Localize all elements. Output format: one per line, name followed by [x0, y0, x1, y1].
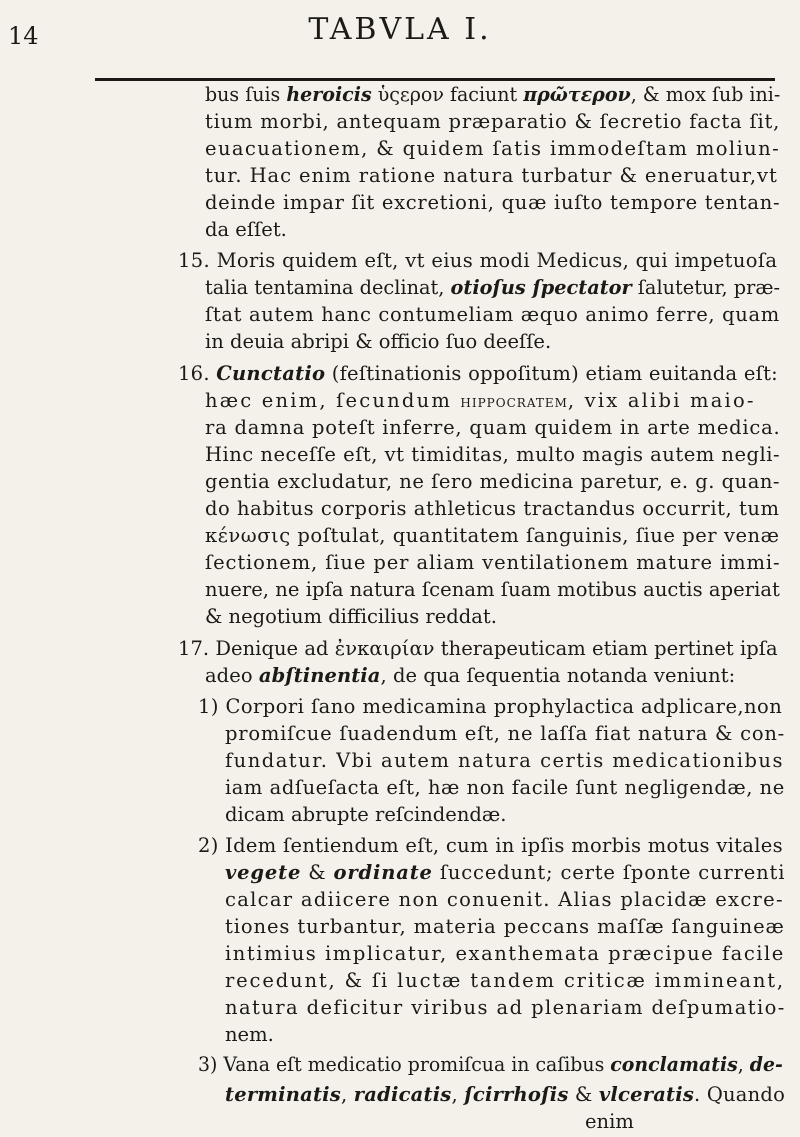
italic-segment: abſtinentia [258, 664, 381, 687]
text-segment: . Quando [694, 1083, 786, 1106]
text-segment: ſectionem, ſiue per aliam ventilationem mature immi- [205, 551, 781, 574]
text-line [178, 634, 778, 664]
text-line [205, 215, 287, 245]
text-line [225, 746, 784, 776]
text-line [205, 188, 780, 218]
italic-segment: terminatis [225, 1083, 341, 1106]
text-segment: deinde impar ſit excretioni, quæ iuſto tempore tentan- [205, 191, 781, 214]
page-header [0, 8, 800, 52]
text-segment: & [301, 861, 334, 884]
text-line [225, 966, 785, 996]
text-line [225, 719, 785, 749]
text-segment: enim [585, 1110, 634, 1133]
text-line [205, 107, 780, 137]
text-segment: tiones turbantur, materia peccans maſſæ ſanguineæ [225, 915, 785, 938]
text-segment: 2) Idem ſentiendum eſt, cum in ipſis morbis motus vitales [198, 834, 783, 857]
text-line [205, 413, 780, 443]
text-segment: promiſcue ſuadendum eſt, ne laſſa fiat natura & con- [225, 722, 786, 745]
text-segment: bus ſuis [205, 83, 287, 106]
italic-segment: vegete [225, 861, 302, 884]
text-line [225, 885, 784, 915]
text-segment: 16. [178, 362, 217, 385]
text-segment: , [340, 1083, 354, 1106]
text-line [198, 1050, 783, 1080]
text-segment: , de qua ſequentia notanda veniunt: [380, 664, 736, 687]
text-line [205, 602, 497, 632]
text-segment: , vix alibi maio- [567, 389, 756, 412]
running-head: TABVLA I. [308, 12, 492, 47]
page-number: 14 [8, 22, 39, 50]
text-line [205, 661, 735, 691]
text-segment: do habitus corporis athleticus tractandus occurrit, tum [205, 497, 780, 520]
italic-segment: vlceratis [598, 1083, 695, 1106]
text-line [205, 327, 551, 357]
text-segment: tur. Hac enim ratione natura turbatur & eneruatur,vt [205, 164, 778, 187]
text-line [205, 161, 778, 191]
text-segment: nem. [225, 1023, 274, 1046]
italic-segment: ordinate [333, 861, 433, 884]
text-line [225, 773, 785, 803]
text-segment: ſtat autem hanc contumeliam æquo animo ferre, quam [205, 303, 780, 326]
text-line [225, 912, 785, 942]
text-line [225, 1020, 274, 1050]
text-segment: ra damna poteſt inferre, quam quidem in arte medica. [205, 416, 781, 439]
text-line [225, 939, 785, 969]
text-line [205, 134, 780, 164]
text-segment: gentia excludatur, ne ſero medicina paretur, e. g. quan- [205, 470, 780, 493]
text-line [205, 440, 780, 470]
text-line [205, 273, 780, 303]
text-segment: intimius implicatur, exanthemata præcipue facile [225, 942, 785, 965]
text-segment: Hinc neceſſe eſt, vt timiditas, multo magis autem negli- [205, 443, 781, 466]
text-segment: hæc enim, ſecundum [205, 389, 461, 412]
text-segment: talia tentamina declinat, [205, 276, 451, 299]
text-line [225, 993, 786, 1023]
text-segment: ſuccedunt; certe ſponte currenti [432, 861, 786, 884]
text-segment: & negotium difficilius reddat. [205, 605, 497, 628]
text-segment: 15. Moris quidem eſt, vt eius modi Medicus, qui impetuoſa [178, 249, 778, 272]
text-segment: euacuationem, & quidem ſatis immodeſtam moliun- [205, 137, 781, 160]
italic-segment: radicatis [353, 1083, 452, 1106]
text-segment: in deuia abripi & officio ſuo deeſſe. [205, 330, 552, 353]
text-segment: da eſſet. [205, 218, 287, 241]
italic-segment: Cunctatio [216, 362, 326, 385]
text-segment: (feſtinationis oppoſitum) etiam euitanda eſt: [325, 362, 778, 385]
text-segment: , [451, 1083, 465, 1106]
text-segment: & [568, 1083, 599, 1106]
text-line [205, 521, 780, 551]
text-line [225, 858, 785, 888]
text-line [178, 359, 778, 389]
text-segment: 3) Vana eſt medicatio promiſcua in caſibus [198, 1053, 611, 1076]
italic-segment: conclamatis [610, 1053, 738, 1076]
text-segment: ſalutetur, præ- [631, 276, 781, 299]
italic-segment: de- [749, 1053, 783, 1076]
text-line [198, 831, 783, 861]
text-segment: 17. Denique ad ἐνκαιρίαν therapeuticam etiam pertinet ipſa [178, 637, 778, 660]
text-segment: adeo [205, 664, 259, 687]
italic-segment: ſcirrhoſis [464, 1083, 569, 1106]
text-segment: κένωσις poſtulat, quantitatem ſanguinis, ſiue per venæ [205, 524, 780, 547]
italic-segment: πρῶτερον [523, 83, 631, 106]
text-segment: recedunt, & ſi luctæ tandem criticæ immineant, [225, 969, 785, 992]
text-line [205, 80, 780, 110]
text-line [585, 1107, 634, 1137]
text-segment: natura deficitur viribus ad plenariam deſpumatio- [225, 996, 786, 1019]
italic-segment: heroicis [286, 83, 372, 106]
text-segment: iam adſueſacta eſt, hæ non facile ſunt negligendæ, ne [225, 776, 785, 799]
text-segment: nuere, ne ipſa natura ſcenam ſuam motibus auctis aperiat [205, 578, 780, 601]
text-segment: 1) Corpori ſano medicamina prophylactica adplicare,non [198, 695, 783, 718]
text-line [205, 467, 780, 497]
italic-segment: otioſus ſpectator [450, 276, 632, 299]
text-line [205, 494, 780, 524]
text-segment: tium morbi, antequam præparatio & ſecretio facta ſit, [205, 110, 781, 133]
text-line [178, 246, 777, 276]
text-line [225, 1080, 785, 1110]
text-segment: , & mox ſub ini- [630, 83, 781, 106]
text-line [198, 692, 782, 722]
text-line [205, 575, 780, 605]
text-segment: dicam abrupte reſcindendæ. [225, 803, 507, 826]
text-segment: , [737, 1053, 750, 1076]
small-caps-segment: hippocratem [460, 392, 568, 412]
text-line [205, 548, 780, 578]
text-line [205, 300, 780, 330]
text-line [225, 800, 506, 830]
text-segment: fundatur. Vbi autem natura certis medicationibus [225, 749, 784, 772]
text-segment: calcar adiicere non conuenit. Alias placidæ excre- [225, 888, 784, 911]
text-body [0, 80, 800, 1133]
text-segment: ὑςερον faciunt [371, 83, 524, 106]
